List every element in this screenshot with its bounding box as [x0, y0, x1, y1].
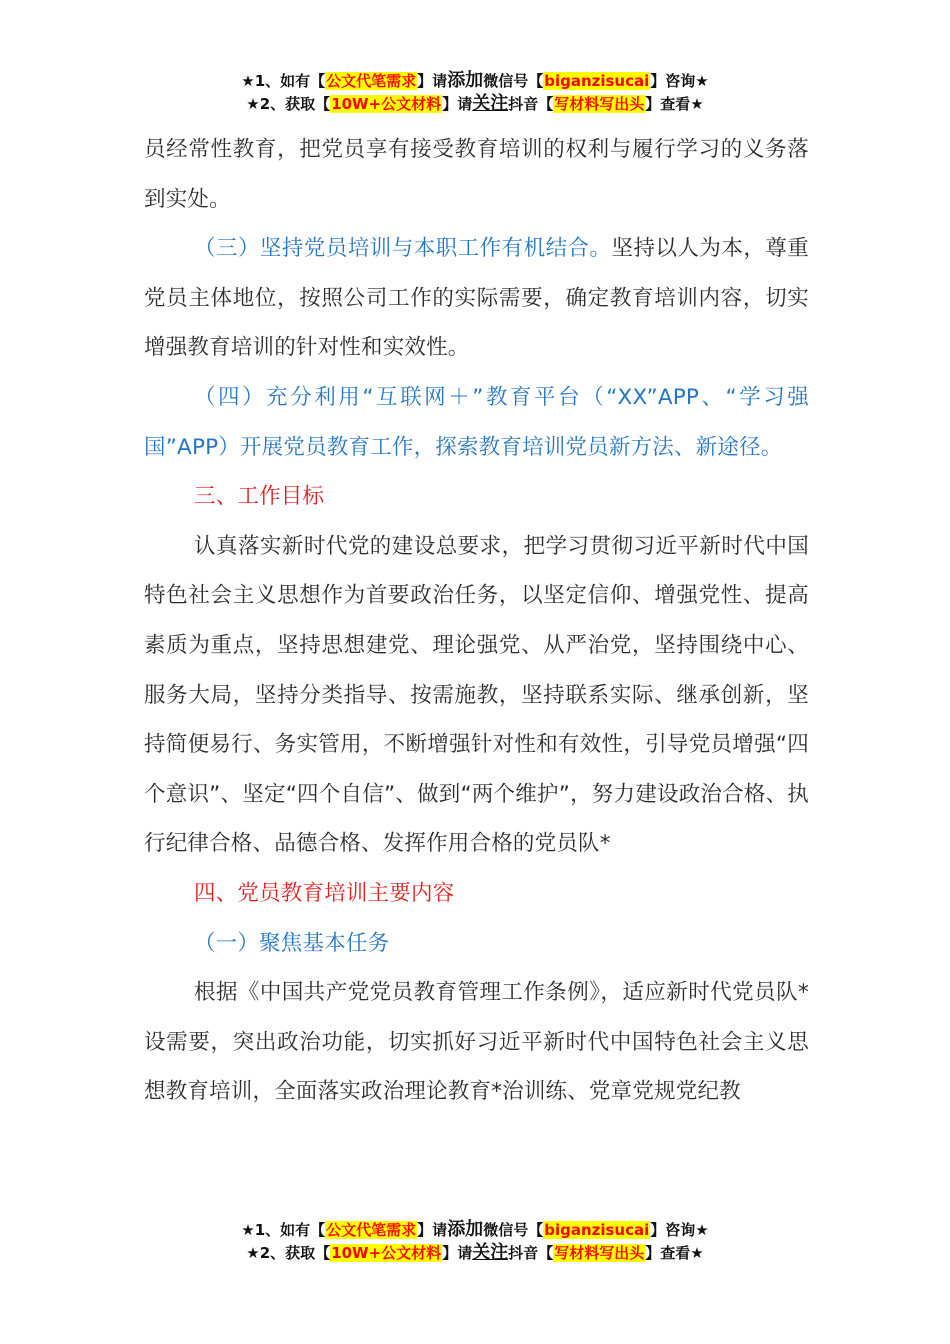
- paragraph: （四）充分利用“互联网＋”教育平台（“XX”APP、“学习强国”APP）开展党员教育工作，探索教育培训党员新方法、新途径。: [144, 384, 809, 460]
- banner-line-2: ★2、获取【10W+公文材料】请关注抖音【写材料写出头】查看★: [246, 1242, 704, 1263]
- bottom-banner: [0, 1218, 950, 1264]
- document-body: [144, 125, 809, 1117]
- banner-highlight: biganzisucai: [544, 72, 650, 90]
- section-heading: 三、工作目标: [194, 484, 325, 510]
- banner-highlight: 公文代笔需求: [326, 72, 417, 90]
- paragraph: 员经常性教育，把党员享有接受教育培训的权利与履行学习的义务落到实处。: [144, 137, 809, 212]
- paragraph: 根据《中国共产党党员教育管理工作条例》，适应新时代党员队*设需要，突出政治功能，切实抓好习近平新时代中国特色社会主义思想教育培训，全面落实政治理论教育*治训练、党章党规党纪教: [144, 980, 809, 1105]
- inline-subheading: （三）坚持党员培训与本职工作有机结合。: [194, 236, 612, 262]
- banner-highlight: 写材料写出头: [554, 95, 645, 113]
- paragraph: 认真落实新时代党的建设总要求，把学习贯彻习近平新时代中国特色社会主义思想作为首要政治任务，以坚定信仰、增强党性、提高素质为重点，坚持思想建党、理论强党、从严治党，坚持围绕中心、服务大局，坚持分类指导、按需施教，坚持联系实际、继承创新，坚持简便易行、务实管用，不断增强针对性和有效性，引导党员增强“四个意识”、坚定“四个自信”、做到“两个维护”，努力建设政治合格、执行纪律合格、品德合格、发挥作用合格的党员队*: [144, 533, 809, 857]
- banner-highlight: biganzisucai: [544, 1221, 650, 1239]
- banner-line-2: ★2、获取【10W+公文材料】请关注抖音【写材料写出头】查看★: [246, 93, 704, 114]
- top-banner: [0, 69, 950, 115]
- banner-highlight: 写材料写出头: [554, 1244, 645, 1262]
- banner-line-1: ★1、如有【公文代笔需求】请添加微信号【biganzisucai】咨询★: [241, 70, 709, 91]
- banner-highlight: 10W+公文材料: [331, 1244, 442, 1262]
- section-heading: 四、党员教育培训主要内容: [194, 880, 455, 906]
- banner-line-1: ★1、如有【公文代笔需求】请添加微信号【biganzisucai】咨询★: [241, 1219, 709, 1240]
- paragraph: （三）坚持党员培训与本职工作有机结合。坚持以人为本，尊重党员主体地位，按照公司工作的实际需要，确定教育培训内容，切实增强教育培训的针对性和实效性。: [144, 236, 809, 361]
- banner-highlight: 公文代笔需求: [326, 1221, 417, 1239]
- subsection-heading: （一）聚焦基本任务: [194, 930, 390, 956]
- banner-highlight: 10W+公文材料: [331, 95, 442, 113]
